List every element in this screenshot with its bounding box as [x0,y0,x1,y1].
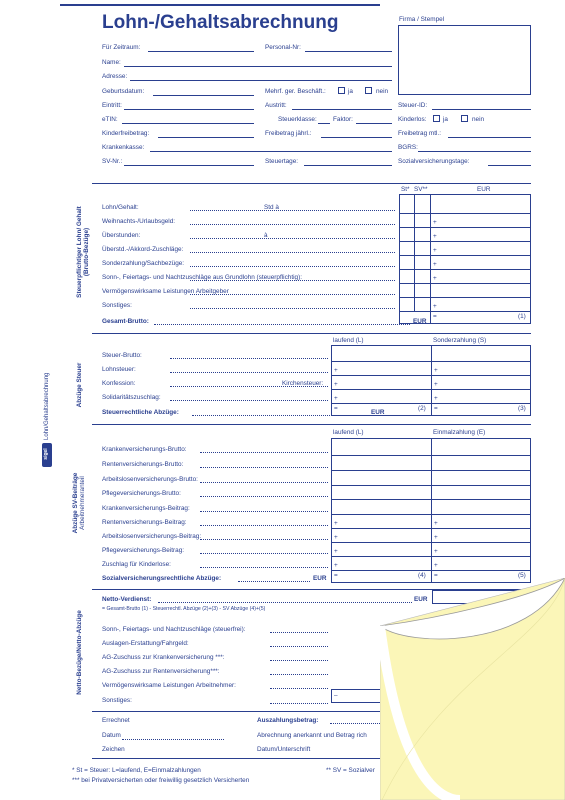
datum-line[interactable] [122,739,224,740]
leader-dots [200,452,328,453]
plus-sign: + [334,367,338,374]
stamp-label: Firma / Stempel [399,16,445,23]
sv-row-label: Krankenversicherungs-Brutto: [102,446,187,453]
option-label: ja [443,116,448,123]
plus-sign: + [433,275,437,282]
leader-dots [158,602,412,603]
field-label: Für Zeitraum: [102,44,141,51]
netto-row-label: Sonstiges: [102,697,132,704]
row-line [399,213,531,214]
eur-label: EUR [371,409,385,416]
leader-dots [200,539,328,540]
option-label: nein [376,88,389,95]
steuer-side-label: Abzüge Steuer [76,362,83,408]
option-label: ja [348,88,353,95]
plus-sign: + [434,395,438,402]
page-title: Lohn-/Gehaltsabrechnung [102,12,339,33]
option-label: nein [472,116,485,123]
eur-label: EUR [413,318,427,325]
field-label: SV-Nr.: [102,158,123,165]
netto-verdienst-label: Netto-Verdienst: [102,596,152,603]
sv-row-label: Pflegeversicherungs-Beitrag: [102,547,185,554]
etin-line[interactable] [122,123,254,124]
field-label: Adresse: [102,73,128,80]
brutto-row-label: Sonn-, Feiertags- und Nachtzuschläge aus Grundlohn (steuerpflichtig): [102,274,302,281]
zeitraum-line[interactable] [148,51,254,52]
gesamt-brutto-label: Gesamt-Brutto: [102,318,149,325]
brutto-row-label: Sonderzahlung/Sachbezüge: [102,260,185,267]
eur-label: EUR [414,596,428,603]
leader-dots [270,688,328,689]
steuerklasse-line[interactable] [318,123,330,124]
adresse-line[interactable] [130,80,392,81]
errechnet-label: Errechnet [102,717,130,724]
kinderlos-ja-checkbox[interactable] [433,115,440,122]
row-line [331,528,531,529]
leader-dots [190,280,395,281]
field-label: Steuertage: [265,158,299,165]
zeichen-label: Zeichen [102,746,125,753]
netto-row-label: AG-Zuschuss zur Krankenversicherung ***: [102,654,225,661]
netto-row-label: Auslagen-Erstattung/Fahrgeld: [102,640,189,647]
top-rule [60,4,380,6]
section-divider [92,333,531,334]
page-curl-copy [380,578,565,800]
faktor-line[interactable] [356,123,392,124]
steuer-row-label: Steuer-Brutto: [102,352,142,359]
plus-sign: + [434,367,438,374]
field-label: BGRS: [398,144,418,151]
row-line [399,241,531,242]
plus-sign: + [334,548,338,555]
eq-sign: = [434,405,438,412]
field-label: Steuerklasse: [278,116,317,123]
field-label: Eintritt: [102,102,122,109]
leader-dots [190,238,395,239]
leader-dots [270,674,328,675]
plus-sign: + [334,395,338,402]
netto-side-label: Netto-Bezüge/Netto-Abzüge [76,610,83,695]
leader-dots [190,252,395,253]
col-sv-header: SV** [414,186,428,193]
field-label: Geburtsdatum: [102,88,145,95]
plus-sign: + [434,562,438,569]
kinderfreibetrag-line[interactable] [158,137,254,138]
brutto-row-label: Lohn/Gehalt: [102,204,139,211]
geburtsdatum-line[interactable] [153,95,254,96]
krankenkasse-line[interactable] [150,151,392,152]
plus-sign: + [334,562,338,569]
ref-2: (2) [418,405,426,412]
auszahlung-label: Auszahlungsbetrag: [257,717,319,724]
row-line [331,514,531,515]
grid-line [431,345,432,416]
bgrs-line[interactable] [418,151,531,152]
row-line [331,570,531,571]
minus-sign: – [334,692,338,699]
eur-label: EUR [313,575,327,582]
row-line [331,556,531,557]
col-e-header: Einmalzahlung (E) [433,429,486,436]
row-line [331,542,531,543]
leader-dots [200,496,328,497]
field-label: Kinderlos: [398,116,427,123]
mehrf-nein-checkbox[interactable] [365,87,372,94]
row-line [331,470,531,471]
brutto-side-label [76,187,90,317]
field-label: Freibetrag mtl.: [398,130,441,137]
row-line [399,255,531,256]
section-divider [92,183,531,184]
eintritt-line[interactable] [124,109,254,110]
brutto-row-label: Überstd.-/Akkord-Zuschläge: [102,246,184,253]
name-line[interactable] [124,66,392,67]
leader-dots [270,660,328,661]
leader-dots [190,266,395,267]
leader-dots [200,525,328,526]
eq-sign: = [334,405,338,412]
grid-line [414,194,415,311]
row-line [331,389,531,390]
leader-dots [190,294,395,295]
leader-dots [270,703,328,704]
footnote-3: *** bei Privatversicherten oder freiwillig gesetzlich Versicherten [72,777,250,784]
footnote-1: * St = Steuer: L=laufend, E=Einmalzahlungen [72,767,201,774]
field-label: Mehrf. ger. Beschäft.: [265,88,326,95]
sv-row-label: Arbeitslosenversicherungs-Brutto: [102,476,198,483]
row-line [399,227,531,228]
plus-sign: + [434,534,438,541]
austritt-line[interactable] [292,109,392,110]
leader-dots [192,415,368,416]
ref-3: (3) [518,405,526,412]
steuer-total-label: Steuerrechtliche Abzüge: [102,409,179,416]
row-line [331,403,531,404]
row-line [331,455,531,456]
kirchensteuer-label: Kirchensteuer: [282,380,324,387]
field-label: Name: [102,59,121,66]
leader-dots [238,581,310,582]
side-label-text: (Brutto-Bezüge) [83,227,90,277]
netto-row-label: Vermögenswirksame Leistungen Arbeitnehmer: [102,682,236,689]
sv-nr-line[interactable] [124,165,254,166]
sv-row-label: Rentenversicherungs-Brutto: [102,461,184,468]
plus-sign: + [433,303,437,310]
sv-row-label: Zuschlag für Kinderlose: [102,561,171,568]
sv-total-label: Sozialversicherungsrechtliche Abzüge: [102,575,222,582]
gesamt-brutto-field[interactable] [430,311,531,324]
brutto-row-label: Vermögenswirksame Leistungen Arbeitgeber [102,288,229,295]
row-line [399,297,531,298]
plus-sign: + [433,233,437,240]
plus-sign: + [433,247,437,254]
brutto-row-label: Überstunden: [102,232,141,239]
col-l-header: laufend (L) [333,337,364,344]
leader-dots [200,511,328,512]
mehrf-ja-checkbox[interactable] [338,87,345,94]
field-label: Faktor: [333,116,353,123]
brutto-row-label: Weihnachts-/Urlaubsgeld: [102,218,176,225]
field-label: Austritt: [265,102,287,109]
plus-sign: + [433,261,437,268]
stamp-box [398,25,531,95]
plus-sign: + [334,534,338,541]
field-label: Personal-Nr: [265,44,301,51]
leader-dots [190,308,395,309]
plus-sign: + [434,520,438,527]
side-label-text: Arbeitnehmeranteil [79,476,86,530]
row-line [399,269,531,270]
row-line [331,499,531,500]
field-label: Krankenkasse: [102,144,145,151]
plus-sign: + [434,381,438,388]
grid-line [431,438,432,583]
netto-row-label: Sonn-, Feiertags- und Nachtzuschläge (steuerfrei): [102,626,246,633]
brutto-row-label: Sonstiges: [102,302,132,309]
steuertage-line[interactable] [304,165,392,166]
side-label-text: Abzüge SV-Beiträge [72,472,79,534]
sv-row-label: Arbeitslosenversicherungs-Beitrag: [102,533,202,540]
field-label: Kinderfreibetrag: [102,130,150,137]
leader-dots [170,372,328,373]
section-divider [92,424,531,425]
steuer-row-label: Konfession: [102,380,136,387]
col-st-header: St* [401,186,410,193]
row-line [331,485,531,486]
steuer-row-label: Lohnsteuer: [102,366,136,373]
plus-sign: + [434,548,438,555]
row-line [399,283,531,284]
leader-dots [200,553,328,554]
field-label: Sozialversicherungstage: [398,158,470,165]
col-l-header: laufend (L) [333,429,364,436]
row-line [331,361,531,362]
sv-tage-line[interactable] [488,165,531,166]
row-line [331,375,531,376]
eq-sign: = [434,572,438,579]
sv-row-label: Krankenversicherungs-Beitrag: [102,505,190,512]
leader-dots [270,632,328,633]
ref-1: (1) [518,313,526,320]
leader-dots [190,224,395,225]
plus-sign: + [433,219,437,226]
plus-sign: + [334,381,338,388]
leader-dots [190,210,395,211]
field-label: Steuer-ID: [398,102,428,109]
brand-logo-text: sigel [43,448,49,460]
eq-sign: = [334,572,338,579]
steuer-id-line[interactable] [432,109,531,110]
leader-dots [200,482,328,483]
eq-sign: = [433,313,437,320]
field-label: Freibetrag jährl.: [265,130,312,137]
leader-dots [270,646,328,647]
field-label: eTIN: [102,116,118,123]
plus-sign: + [334,520,338,527]
leader-dots [154,324,410,325]
leader-dots [200,567,328,568]
sv-row-label: Rentenversicherungs-Beitrag: [102,519,187,526]
std-a-label: Std à [264,204,279,211]
leader-dots [170,358,328,359]
ref-4: (4) [418,572,426,579]
leader-dots [200,467,328,468]
datum-unterschrift-label: Datum/Unterschrift [257,746,311,753]
personal-nr-line[interactable] [305,51,392,52]
steuer-row-label: Solidaritätszuschlag: [102,394,161,401]
col-s-header: Sonderzahlung (S) [433,337,487,344]
a-label: à [264,232,268,239]
leader-dots [170,400,328,401]
freibetrag-jahr-line[interactable] [321,137,392,138]
side-label-text: Steuerpflichtiger Lohn/ Gehalt [76,206,83,298]
freibetrag-mtl-line[interactable] [448,137,531,138]
netto-formula: = Gesamt-Brutto (1) - Steuerrechtl. Abzüge (2)+(3) - SV Abzüge (4)+(5) [102,606,266,612]
ref-5: (5) [518,572,526,579]
footnote-2: ** SV = Sozialver [326,767,375,774]
anerkannt-label: Abrechnung anerkannt und Betrag rich [257,732,367,739]
sv-side-label [72,443,86,563]
kinderlos-nein-checkbox[interactable] [461,115,468,122]
spine-label: Lohn/Gehaltsabrechnung [44,372,50,440]
datum-label: Datum [102,732,121,739]
sv-row-label: Pflegeversicherungs-Brutto: [102,490,181,497]
netto-row-label: AG-Zuschuss zur Rentenversicherung***: [102,668,220,675]
col-eur-header: EUR [477,186,491,193]
